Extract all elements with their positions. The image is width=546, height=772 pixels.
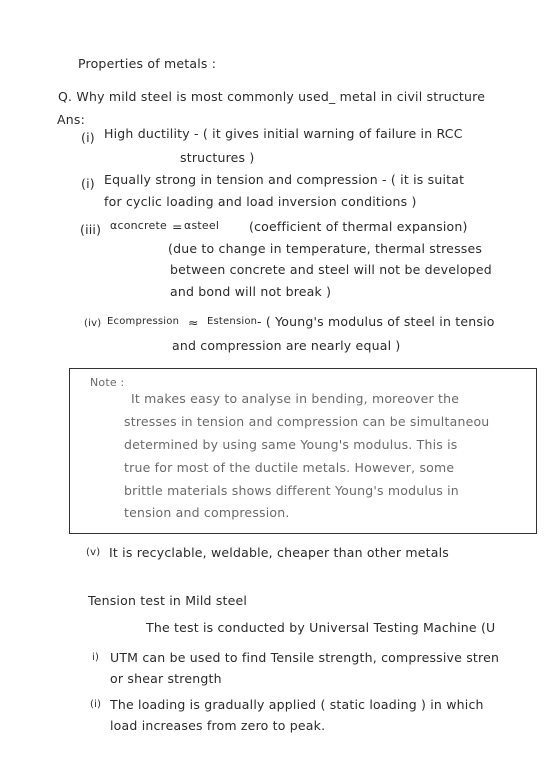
tension-item-2-number: (i)	[90, 699, 102, 710]
tension-item-2-line-2: load increases from zero to peak.	[110, 718, 326, 733]
note-line-4: true for most of the ductile metals. However, some	[124, 460, 455, 475]
approx-sign: ≈	[188, 315, 199, 330]
note-line-5: brittle materials shows different Young's modulus in	[124, 483, 459, 498]
point-3-number: (iii)	[80, 222, 102, 237]
point-3-line-2: (due to change in temperature, thermal stresses	[168, 241, 483, 256]
point-5-number: (v)	[86, 547, 101, 558]
note-line-2: stresses in tension and compression can be simultaneou	[124, 414, 490, 429]
note-label: Note :	[90, 376, 125, 389]
note-line-1: It makes easy to analyse in bending, moreover the	[131, 391, 460, 406]
point-2-number: (i)	[81, 176, 95, 191]
point-4-line-2: and compression are nearly equal )	[172, 338, 401, 353]
tension-intro: The test is conducted by Universal Testing Machine (U	[146, 620, 496, 635]
point-4-number: (iv)	[84, 318, 102, 329]
e-tension: Estension	[207, 316, 258, 327]
tension-title: Tension test in Mild steel	[88, 593, 248, 608]
note-line-6: tension and compression.	[124, 505, 290, 520]
tension-item-2-line-1: The loading is gradually applied ( static loading ) in which	[110, 697, 484, 712]
point-3-line-1: (coefficient of thermal expansion)	[249, 219, 468, 234]
alpha-concrete: αconcrete	[110, 219, 167, 232]
point-3-line-3: between concrete and steel will not be developed	[170, 262, 492, 277]
answer-label: Ans:	[57, 112, 85, 127]
equals-sign: =	[172, 219, 183, 234]
point-2-line-1: Equally strong in tension and compression - ( it is suitat	[104, 172, 465, 187]
tension-item-1-line-1: UTM can be used to find Tensile strength, compressive stren	[110, 650, 500, 665]
page-heading: Properties of metals :	[78, 56, 217, 71]
e-compression: Ecompression	[107, 316, 180, 327]
point-2-line-2: for cyclic loading and load inversion conditions )	[104, 194, 417, 209]
tension-item-1-line-2: or shear strength	[110, 671, 222, 686]
alpha-steel: αsteel	[184, 219, 220, 232]
point-1-number: (i)	[81, 130, 95, 145]
point-4-line-1: - ( Young's modulus of steel in tensio	[257, 314, 495, 329]
point-3-line-4: and bond will not break )	[170, 284, 332, 299]
point-1-line-1: High ductility - ( it gives initial warning of failure in RCC	[104, 126, 463, 141]
tension-item-1-number: i)	[92, 652, 100, 663]
point-1-line-2: structures )	[180, 150, 255, 165]
question: Q. Why mild steel is most commonly used_ metal in civil structure	[58, 89, 486, 104]
point-5-text: It is recyclable, weldable, cheaper than other metals	[109, 545, 449, 560]
note-line-3: determined by using same Young's modulus. This is	[124, 437, 458, 452]
